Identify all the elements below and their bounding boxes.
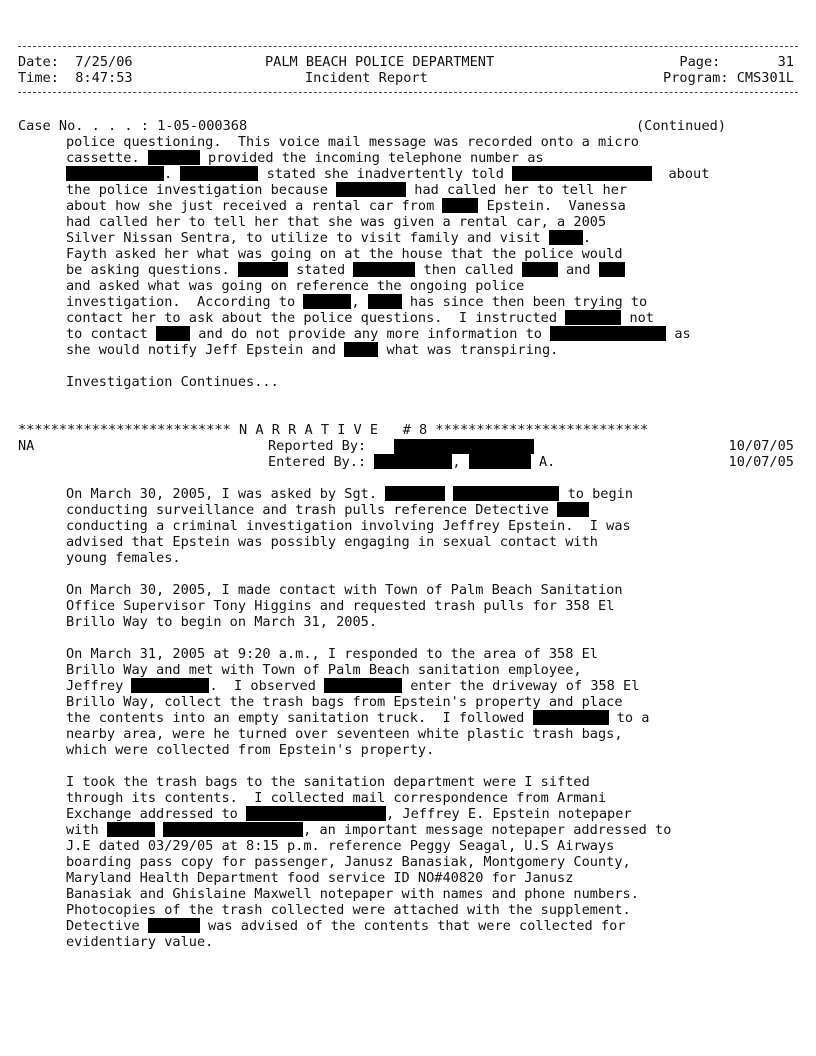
- redaction: [512, 166, 652, 181]
- redaction: [557, 502, 589, 517]
- reported-by-label: Reported By:: [268, 438, 367, 454]
- report-time: 8:47:53: [75, 70, 133, 86]
- continued-label: (Continued): [636, 118, 727, 134]
- redaction: [368, 294, 402, 309]
- narrative-code: NA: [18, 438, 35, 454]
- redaction: [599, 262, 625, 277]
- redaction: [107, 822, 155, 837]
- page-number: Page: 31: [679, 54, 794, 70]
- redaction: [180, 166, 258, 181]
- redaction: [533, 710, 609, 725]
- incident-report-page: Date: 7/25/06 Time: 8:47:53 PALM BEACH POLICE DEPARTMENT Incident Report Page: 31 Program: CMS301L Case No. . . . : 1-05-000368 (Continued) police questioning. This voice mail message was recorded onto a micro cassette. provided the incoming telephone number as . stated she inadvertently told about the police investigation because had called her to tell her about how she just received a rental car from Epstein. Vanessa had called her to tell her that she was given a rental car, a 2005 Silver Nissan Sentra, to utilize to visit family and visit . Fayth asked her what was going on at the house that the police would be asking questions. stated then called and and asked what was going on reference the ongoing police investigation. According to , has since then been trying to contact her to ask about the police questions. I instructed not to contact and do not provide any more information to as she would notify Jeff Epstein and what was transpiring. Investigation Continues... ************************** N A R R A T I V E # 8 ************************** NA Reported By: Entered By.: , A. 10/07/05 10/07/05 On March 30, 2005, I was asked by Sgt. to begin conducting surveillance and trash pulls reference Detective conducting a criminal investigation involving Jeffrey Epstein. I was advised that Epstein was possibly engaging in sexual contact with young females. On March 30, 2005, I made contact with Town of Palm Beach Sanitation Office Supervisor Tony Higgins and requested trash pulls for 358 El Brillo Way to begin on March 31, 2005. On March 31, 2005 at 9:20 a.m., I responded to the area of 358 El Brillo Way and met with Town of Palm Beach sanitation employee, Jeffrey . I observed enter the driveway of 358 El Brillo Way, collect the trash bags from Epstein's property and place the contents into an empty sanitation truck. I followed to a nearby area, were he turned over seventeen white plastic trash bags, which were collected from Epstein's property. I took the trash bags to the sanitation department were I sifted through its contents. I collected mail correspondence from Armani Exchange addressed to , Jeffrey E. Epstein notepaper with , an important message notepaper addressed to J.E dated 03/29/05 at 8:15 p.m. reference Peggy Seagal, U.S Airways boarding pass copy for passenger, Janusz Banasiak, Montgomery County, Maryland Health Department food service ID NO#40820 for Janusz Banasiak and Ghislaine Maxwell notepaper with names and phone numbers. Photocopies of the trash collected were attached with the supplement. Detective was advised of the contents that were collected for evidentiary value.: [0, 0, 816, 1056]
- investigation-continues: Investigation Continues...: [66, 374, 279, 390]
- redaction: [131, 678, 209, 693]
- redaction: [550, 326, 666, 341]
- redaction: [324, 678, 402, 693]
- redaction: [522, 262, 558, 277]
- redaction: [394, 439, 534, 454]
- narrative-title: N A R R A T I V E # 8: [238, 422, 428, 438]
- narrative-header: ************************** N A R R A T I V E # 8 **************************: [18, 422, 649, 438]
- redaction: [148, 918, 200, 933]
- redaction: [303, 294, 351, 309]
- redaction: [469, 454, 531, 469]
- department-name: PALM BEACH POLICE DEPARTMENT: [265, 54, 495, 70]
- date-line: Date: 7/25/06: [18, 54, 133, 70]
- redaction: [374, 454, 452, 469]
- redaction: [453, 486, 559, 501]
- redaction: [66, 166, 164, 181]
- case-number: Case No. . . . : 1-05-000368: [18, 118, 248, 134]
- entered-by-label: Entered By.: , A.: [268, 454, 556, 470]
- redaction: [246, 806, 386, 821]
- time-line: Time: 8:47:53: [18, 70, 133, 86]
- redaction: [353, 262, 415, 277]
- report-date: 7/25/06: [75, 54, 133, 70]
- report-type: Incident Report: [305, 70, 428, 86]
- redaction: [549, 230, 583, 245]
- redaction: [148, 150, 200, 165]
- entered-date: 10/07/05: [728, 454, 794, 470]
- redaction: [442, 198, 478, 213]
- reported-date: 10/07/05: [728, 438, 794, 454]
- header-divider-top: [18, 46, 798, 47]
- header-divider-bottom: [18, 92, 798, 93]
- redaction: [156, 326, 190, 341]
- redaction: [385, 486, 445, 501]
- redaction: [565, 310, 621, 325]
- redaction: [163, 822, 303, 837]
- redaction: [336, 182, 406, 197]
- redaction: [238, 262, 288, 277]
- redaction: [344, 342, 378, 357]
- program-id: Program: CMS301L: [663, 70, 794, 86]
